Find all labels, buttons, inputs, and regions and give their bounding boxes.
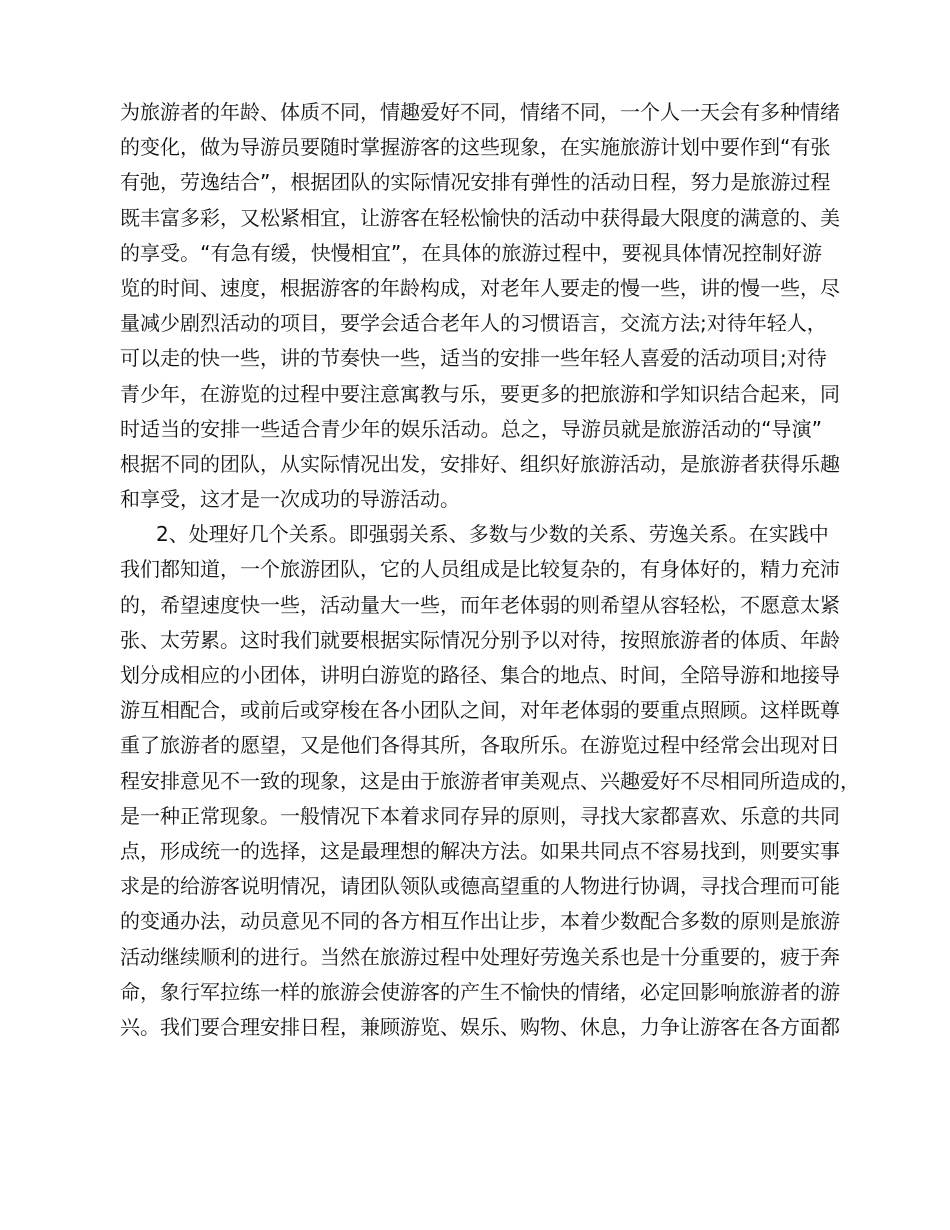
text-line: 和享受，这才是一次成功的导游活动。 [120,487,460,512]
paragraph-2 [120,517,860,1045]
text-line: 为旅游者的年龄、体质不同，情趣爱好不同，情绪不同，一个人一天会有多种情绪 [120,100,840,124]
text-line: 的享受。“有急有缓，快慢相宜”，在具体的旅游过程中，要视具体情况控制好游 [120,240,822,265]
text-line: 既丰富多彩，又松紧相宜，让游客在轻松愉快的活动中获得最大限度的满意的、美 [120,205,840,230]
text-line: 活动继续顺利的进行。当然在旅游过程中处理好劳逸关系也是十分重要的，疲于奔 [120,944,840,969]
text-line: 2、处理好几个关系。即强弱关系、多数与少数的关系、劳逸关系。在实践中 [156,522,829,547]
text-line: 重了旅游者的愿望，又是他们各得其所，各取所乐。在游览过程中经常会出现对日 [120,733,840,758]
text-line: 览的时间、速度，根据游客的年龄构成，对老年人要走的慢一些，讲的慢一些，尽 [120,275,840,300]
text-line: 我们都知道，一个旅游团队，它的人员组成是比较复杂的，有身体好的，精力充沛 [120,557,840,582]
text-line: 根据不同的团队，从实际情况出发，安排好、组织好旅游活动，是旅游者获得乐趣 [120,451,840,476]
text-line: 划分成相应的小团体，讲明白游览的路径、集合的地点、时间，全陪导游和地接导 [120,663,840,687]
text-line: 青少年，在游览的过程中要注意寓教与乐，要更多的把旅游和学知识结合起来，同 [120,381,840,406]
text-line: 的变通办法，动员意见不同的各方相互作出让步，本着少数配合多数的原则是旅游 [120,909,840,934]
text-line: 点，形成统一的选择，这是最理想的解决方法。如果共同点不容易找到，则要实事 [120,838,840,863]
text-line: 量减少剧烈活动的项目，要学会适合老年人的习惯语言，交流方法;对待年轻人， [120,311,827,336]
text-line: 命，象行军拉练一样的旅游会使游客的产生不愉快的情绪，必定回影响旅游者的游 [120,979,840,1004]
text-line: 求是的给游客说明情况，请团队领队或德高望重的人物进行协调，寻找合理而可能 [120,874,840,899]
text-line: 的变化，做为导游员要随时掌握游客的这些现象，在实施旅游计划中要作到“有张 [120,135,831,160]
paragraph-1 [120,95,840,517]
text-line: 时适当的安排一些适合青少年的娱乐活动。总之，导游员就是旅游活动的“导演” [120,416,822,441]
text-line: 的，希望速度快一些，活动量大一些，而年老体弱的则希望从容轻松，不愿意太紧 [120,592,840,617]
text-line: 可以走的快一些，讲的节奏快一些，适当的安排一些年轻人喜爱的活动项目;对待 [120,346,827,371]
text-line: 游互相配合，或前后或穿梭在各小团队之间，对年老体弱的要重点照顾。这样既尊 [120,698,840,723]
text-line: 张、太劳累。这时我们就要根据实际情况分别予以对待，按照旅游者的体质、年龄 [120,627,840,652]
document-body [120,95,860,1045]
text-line: 是一种正常现象。一般情况下本着求同存异的原则，寻找大家都喜欢、乐意的共同 [120,803,840,828]
text-line: 有弛，劳逸结合”，根据团队的实际情况安排有弹性的活动日程，努力是旅游过程 [120,170,831,195]
text-line: 兴。我们要合理安排日程，兼顾游览、娱乐、购物、休息，力争让游客在各方面都 [120,1014,840,1039]
text-line: 程安排意见不一致的现象，这是由于旅游者审美观点、兴趣爱好不尽相同所造成的， [120,768,860,793]
